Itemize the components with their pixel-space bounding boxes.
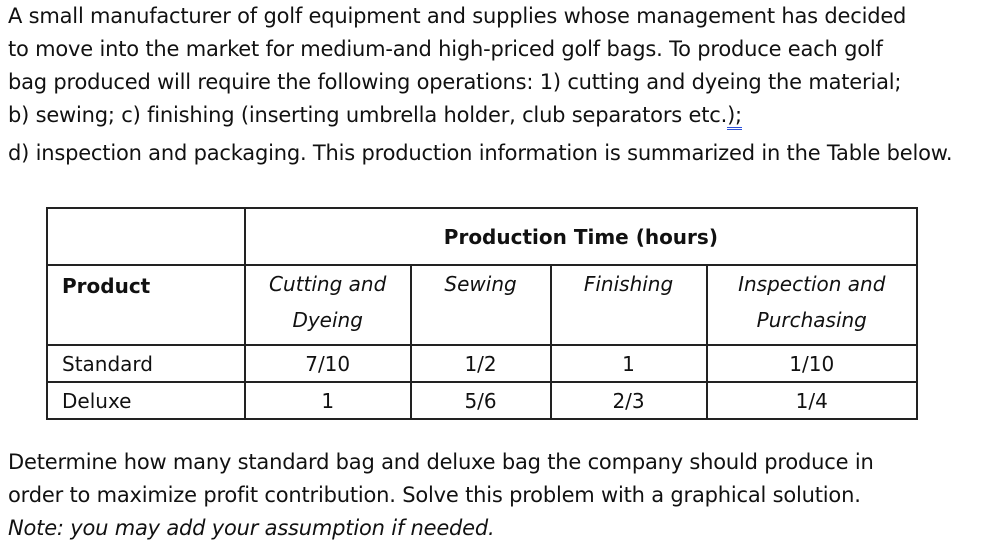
column-header-sewing-line1: Sewing (444, 272, 517, 296)
table-row (47, 345, 917, 382)
deluxe-sewing-value: 5/6 (411, 382, 551, 419)
column-header-inspection (707, 265, 917, 345)
table-row (47, 382, 917, 419)
deluxe-cutting-value: 1 (245, 382, 411, 419)
intro-line-3: bag produced will require the following operations: 1) cutting and dyeing the material; (8, 70, 902, 94)
spellcheck-underline[interactable]: ); (727, 103, 742, 130)
standard-cutting-value: 7/10 (245, 345, 411, 382)
intro-line-1: A small manufacturer of golf equipment and supplies whose management has decided (8, 4, 907, 28)
intro-line-5: d) inspection and packaging. This production information is summarized in the Table below. (8, 141, 953, 165)
column-header-sewing (411, 265, 551, 345)
column-header-inspection-line2: Purchasing (756, 308, 867, 332)
problem-intro (8, 0, 1003, 170)
column-header-cutting-line2: Dyeing (292, 308, 363, 332)
question-line-1: Determine how many standard bag and deluxe bag the company should produce in (8, 450, 874, 474)
column-header-finishing (551, 265, 707, 345)
table-group-header-row (47, 208, 917, 265)
assumption-note: Note: you may add your assumption if needed. (8, 516, 495, 540)
table-column-header-row (47, 265, 917, 345)
deluxe-finishing-value: 2/3 (551, 382, 707, 419)
intro-line-4 (8, 99, 1003, 132)
intro-line-4-text: b) sewing; c) finishing (inserting umbrella holder, club separators etc. (8, 103, 728, 127)
table-corner-cell (47, 208, 245, 265)
column-header-finishing-line1: Finishing (583, 272, 674, 296)
product-header: Product (47, 265, 245, 345)
standard-sewing-value: 1/2 (411, 345, 551, 382)
production-time-header: Production Time (hours) (245, 208, 917, 265)
intro-line-2: to move into the market for medium-and high-priced golf bags. To produce each golf (8, 37, 883, 61)
row-product-standard: Standard (47, 345, 245, 382)
problem-question (8, 446, 1003, 545)
column-header-cutting-line1: Cutting and (269, 272, 387, 296)
column-header-cutting (245, 265, 411, 345)
question-line-2: order to maximize profit contribution. Solve this problem with a graphical solution. (8, 483, 861, 507)
deluxe-inspection-value: 1/4 (707, 382, 917, 419)
row-product-deluxe: Deluxe (47, 382, 245, 419)
column-header-inspection-line1: Inspection and (738, 272, 886, 296)
standard-inspection-value: 1/10 (707, 345, 917, 382)
standard-finishing-value: 1 (551, 345, 707, 382)
production-time-table (46, 207, 918, 420)
